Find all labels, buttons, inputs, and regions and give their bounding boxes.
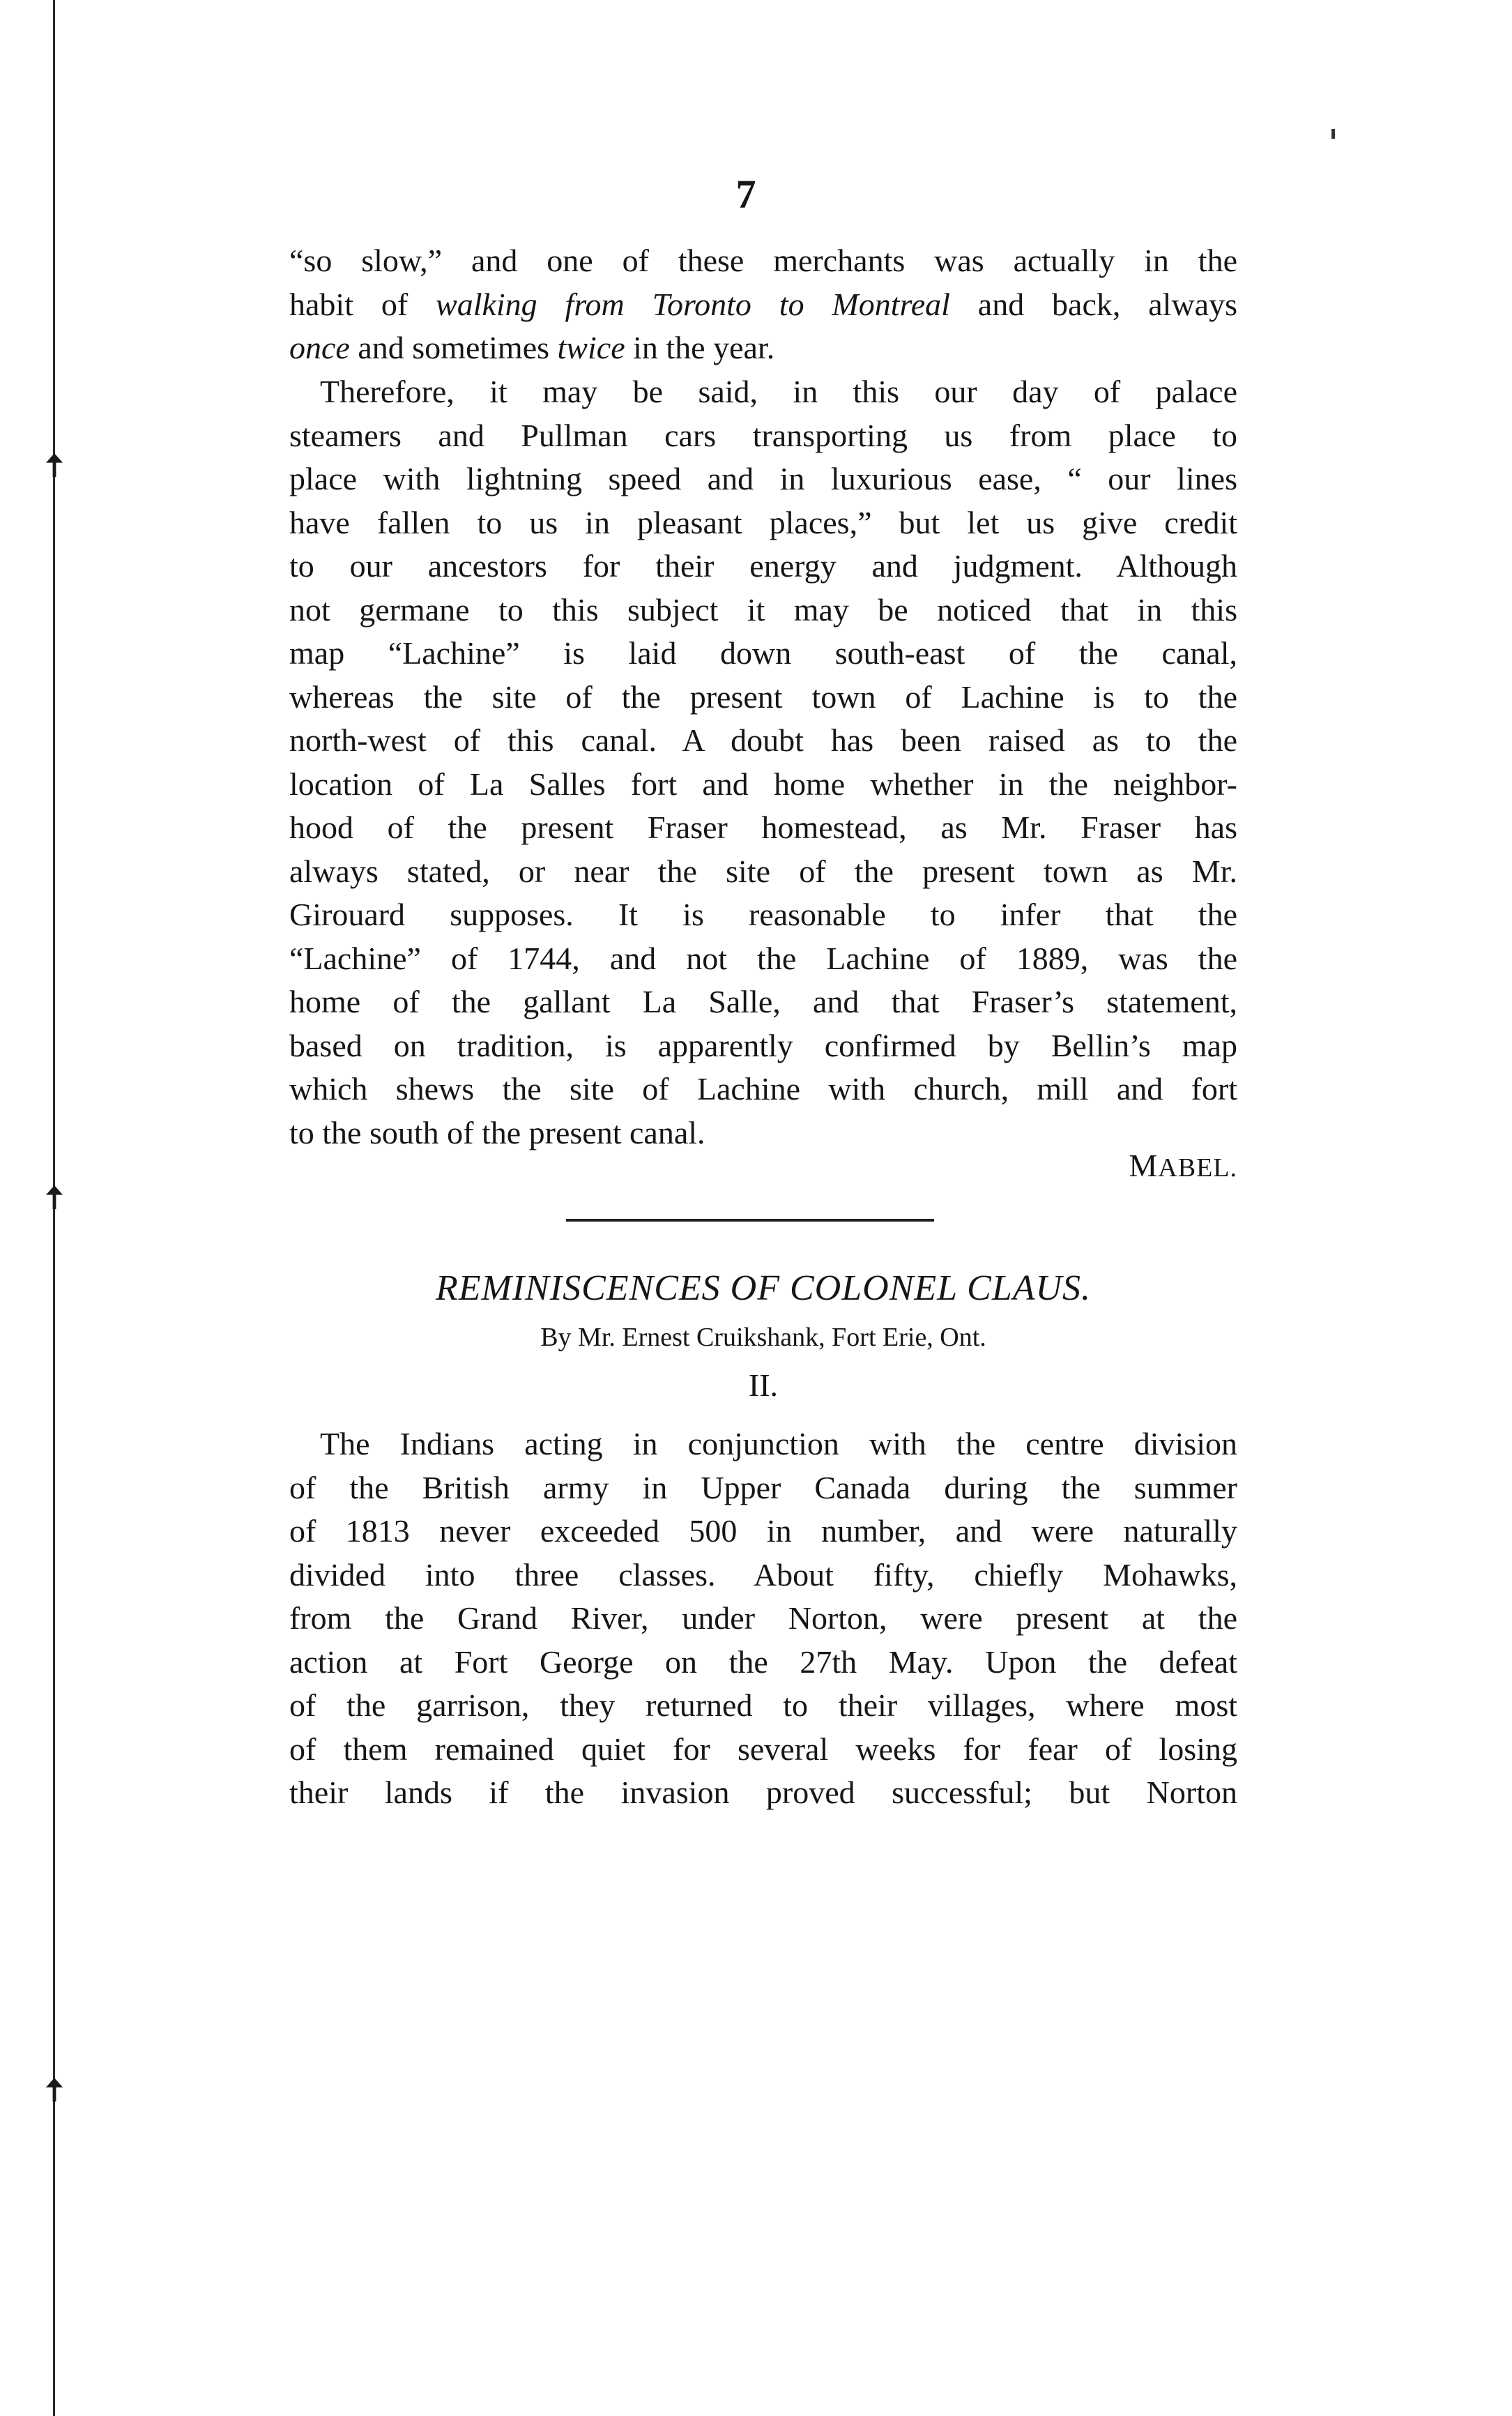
text-line: habit of walking from Toronto to Montreal and back, always: [289, 286, 1237, 322]
text-line: always stated, or near the site of the present town as Mr.: [289, 853, 1237, 889]
italic-run: once: [289, 330, 350, 365]
text-line: their lands if the invasion proved successful; but Norton: [289, 1775, 1237, 1810]
text-line: “so slow,” and one of these merchants was actually in the: [289, 243, 1237, 278]
text-line: of 1813 never exceeded 500 in number, and were naturally: [289, 1513, 1237, 1549]
text-line: from the Grand River, under Norton, were present at the: [289, 1600, 1237, 1636]
section-divider: [566, 1219, 934, 1222]
text-line: of the British army in Upper Canada during the summer: [289, 1469, 1237, 1505]
text-line: hood of the present Fraser homestead, as Mr. Fraser has: [289, 810, 1237, 845]
text-line: have fallen to us in pleasant places,” but let us give credit: [289, 504, 1237, 540]
text-line: once and sometimes twice in the year.: [289, 330, 775, 365]
text-line: of the garrison, they returned to their villages, where most: [289, 1687, 1237, 1723]
text-line: not germane to this subject it may be noticed that in this: [289, 591, 1237, 628]
text-line: whereas the site of the present town of Lachine is to the: [289, 678, 1237, 715]
text-line: place with lightning speed and in luxurious ease, “ our lines: [289, 461, 1237, 496]
text-line: to the south of the present canal.: [289, 1114, 705, 1150]
author-signature: [1074, 1147, 1237, 1184]
italic-run: walking from Toronto to Montreal: [436, 286, 950, 322]
text-line: which shews the site of Lachine with church, mill and fort: [289, 1071, 1237, 1107]
text-line: Girouard supposes. It is reasonable to infer that the: [289, 897, 1237, 932]
continued-paragraph: [289, 239, 1237, 370]
text-line: “Lachine” of 1744, and not the Lachine of 1889, was the: [289, 940, 1237, 976]
page-number: 7: [735, 172, 756, 217]
text-line: steamers and Pullman cars transporting us from place to: [289, 417, 1237, 453]
text-line: of them remained quiet for several weeks for fear of losing: [289, 1731, 1237, 1767]
binding-arrow-mark: [46, 453, 63, 477]
scan-speck: [1331, 129, 1335, 139]
text-line: Therefore, it may be said, in this our day of palace: [320, 374, 1237, 409]
article-part-number: II.: [748, 1367, 779, 1403]
text-line: The Indians acting in conjunction with the centre division: [320, 1426, 1237, 1461]
signature-initial: M: [1129, 1148, 1159, 1183]
text-line: action at Fort George on the 27th May. Upon the defeat: [289, 1643, 1237, 1680]
binding-arrow-mark: [46, 1185, 63, 1209]
text-line: home of the gallant La Salle, and that Fraser’s statement,: [289, 984, 1237, 1019]
article-byline: By Mr. Ernest Cruikshank, Fort Erie, Ont.: [540, 1323, 986, 1352]
binding-arrow-mark: [46, 2078, 63, 2102]
text-line: to our ancestors for their energy and judgment. Although: [289, 548, 1237, 584]
signature-rest: ABEL.: [1158, 1153, 1237, 1183]
text-line: divided into three classes. About fifty, chiefly Mohawks,: [289, 1556, 1237, 1593]
article-title: REMINISCENCES OF COLONEL CLAUS.: [435, 1268, 1092, 1308]
text-line: location of La Salles fort and home whether in the neighbor-: [289, 766, 1237, 802]
text-line: map “Lachine” is laid down south-east of the canal,: [289, 635, 1237, 671]
article-body: [289, 1422, 1237, 1815]
italic-run: twice: [557, 330, 625, 365]
text-line: based on tradition, is apparently confirmed by Bellin’s map: [289, 1027, 1237, 1063]
paragraph-therefore: [289, 370, 1237, 1155]
text-line: north-west of this canal. A doubt has been raised as to the: [289, 722, 1237, 758]
